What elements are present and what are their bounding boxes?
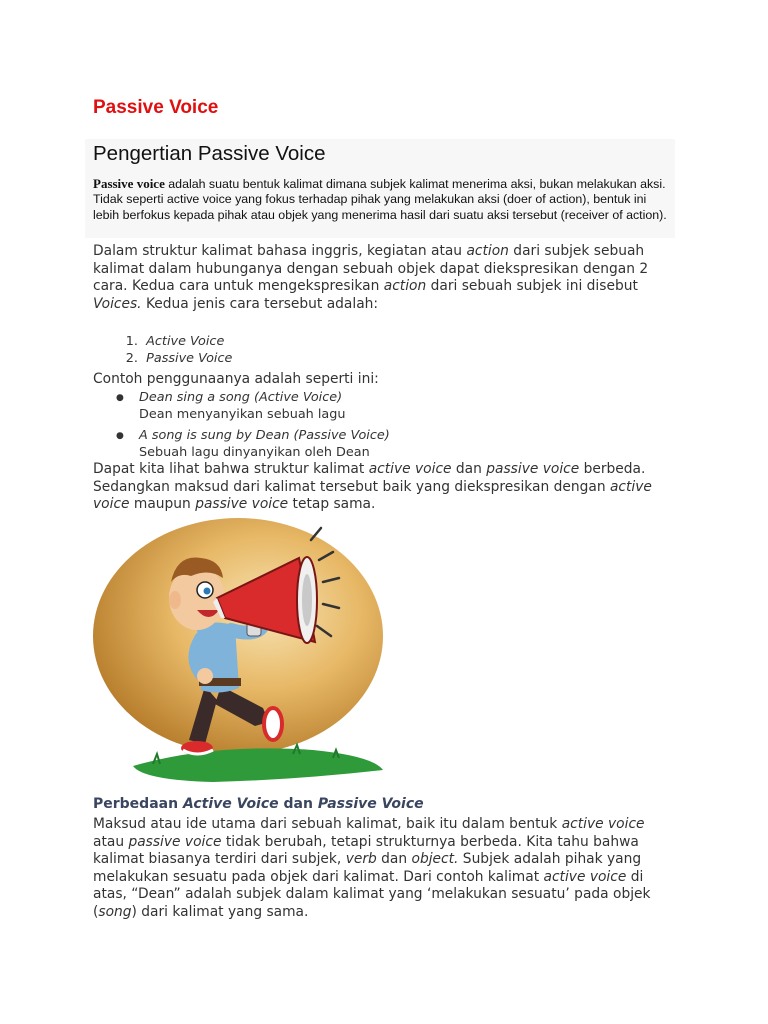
intro-text-2: dari subjek sebuah kalimat dalam hubunganya dengan sebuah objek dapat diekspresikan dengan 2 cara. Kedua cara untuk mengekspresikan bbox=[93, 243, 649, 295]
intro-text-3: dari sebuah subjek ini disebut bbox=[426, 278, 638, 295]
final-em-4: object. bbox=[411, 851, 459, 868]
comparison-paragraph bbox=[93, 461, 673, 514]
section-heading bbox=[93, 794, 424, 814]
bullet-icon: ● bbox=[116, 393, 124, 403]
list-item bbox=[93, 428, 390, 461]
intro-em-3: Voices. bbox=[93, 295, 142, 312]
definition-text: adalah suatu bentuk kalimat dimana subjek kalimat menerima aksi, bukan melakukan aksi. Tidak seperti active voice yang fokus terhadap pihak yang melakukan aksi (doer of action), bentuk ini lebih berfokus kepada pihak atau objek yang menerima hasil dari suatu aksi tersebut (receiver of action). bbox=[93, 177, 667, 222]
final-em-6: song bbox=[98, 903, 132, 920]
definition-heading: Pengertian Passive Voice bbox=[93, 142, 326, 165]
final-text-6: di atas, “Dean” adalah subjek dalam kalimat yang ‘melakukan sesuatu’ pada objek ( bbox=[93, 868, 651, 920]
comparison-text-4: maupun bbox=[129, 496, 196, 513]
final-text-2: atau bbox=[93, 833, 129, 850]
example-english: Dean sing a song (Active Voice) bbox=[139, 390, 343, 405]
definition-box bbox=[85, 139, 675, 238]
final-text-5: Subjek adalah pihak yang melakukan sesuatu pada objek dari kalimat. Dari contoh kalimat bbox=[93, 851, 642, 885]
difference-paragraph bbox=[93, 816, 673, 922]
final-em-1: active voice bbox=[561, 816, 645, 832]
final-text-3: tidak berubah, tetapi strukturnya berbeda. Kita tahu bahwa kalimat biasanya terdiri dari subjek, bbox=[93, 833, 639, 868]
list-item bbox=[93, 390, 390, 423]
definition-paragraph bbox=[93, 176, 671, 223]
intro-paragraph bbox=[93, 243, 673, 313]
page-title: Passive Voice bbox=[93, 97, 219, 118]
comparison-em-3: active voice bbox=[93, 478, 652, 513]
bullet-icon: ● bbox=[116, 431, 124, 441]
section-heading-mid: dan bbox=[278, 796, 318, 812]
section-heading-prefix: Perbedaan bbox=[93, 796, 183, 812]
comparison-text-5: tetap sama. bbox=[288, 496, 376, 513]
final-text-1: Maksud atau ide utama dari sebuah kalimat, baik itu dalam bentuk bbox=[93, 816, 562, 832]
comparison-em-2: passive voice bbox=[486, 461, 580, 477]
intro-text-4: Kedua jenis cara tersebut adalah: bbox=[141, 295, 379, 312]
final-em-3: verb bbox=[345, 851, 377, 868]
final-text-4: dan bbox=[376, 851, 412, 868]
voice-type-list bbox=[93, 334, 232, 367]
section-heading-em-2: Passive Voice bbox=[317, 796, 424, 812]
grass-patch bbox=[133, 748, 383, 782]
example-indonesian: Dean menyanyikan sebuah lagu bbox=[139, 406, 346, 422]
list-item bbox=[93, 334, 232, 351]
comparison-text-2: dan bbox=[451, 461, 487, 477]
example-list bbox=[93, 390, 390, 466]
example-english: A song is sung by Dean (Passive Voice) bbox=[139, 428, 390, 443]
intro-text-1: Dalam struktur kalimat bahasa inggris, kegiatan atau bbox=[93, 243, 467, 259]
list-item-label: Passive Voice bbox=[146, 350, 233, 366]
comparison-text-1: Dapat kita lihat bahwa struktur kalimat bbox=[93, 461, 369, 477]
list-item bbox=[93, 351, 232, 368]
final-text-7: ) dari kalimat yang sama. bbox=[131, 903, 309, 920]
comparison-em-1: active voice bbox=[368, 461, 452, 477]
intro-em-2: action bbox=[383, 278, 427, 295]
list-item-label: Active Voice bbox=[146, 334, 225, 349]
megaphone-boy-illustration bbox=[93, 518, 393, 788]
final-em-2: passive voice bbox=[128, 833, 222, 850]
examples-intro: Contoh penggunaanya adalah seperti ini: bbox=[93, 371, 379, 387]
example-indonesian: Sebuah lagu dinyanyikan oleh Dean bbox=[139, 444, 370, 460]
list-number: 1. bbox=[125, 334, 138, 349]
comparison-em-4: passive voice bbox=[195, 496, 289, 513]
comparison-text-3: berbeda. Sedangkan maksud dari kalimat tersebut baik yang diekspresikan dengan bbox=[93, 461, 646, 495]
definition-term: Passive voice bbox=[93, 176, 165, 191]
intro-em-1: action bbox=[466, 243, 509, 259]
section-heading-em-1: Active Voice bbox=[182, 796, 279, 812]
final-em-5: active voice bbox=[543, 868, 627, 885]
list-number: 2. bbox=[125, 350, 138, 366]
